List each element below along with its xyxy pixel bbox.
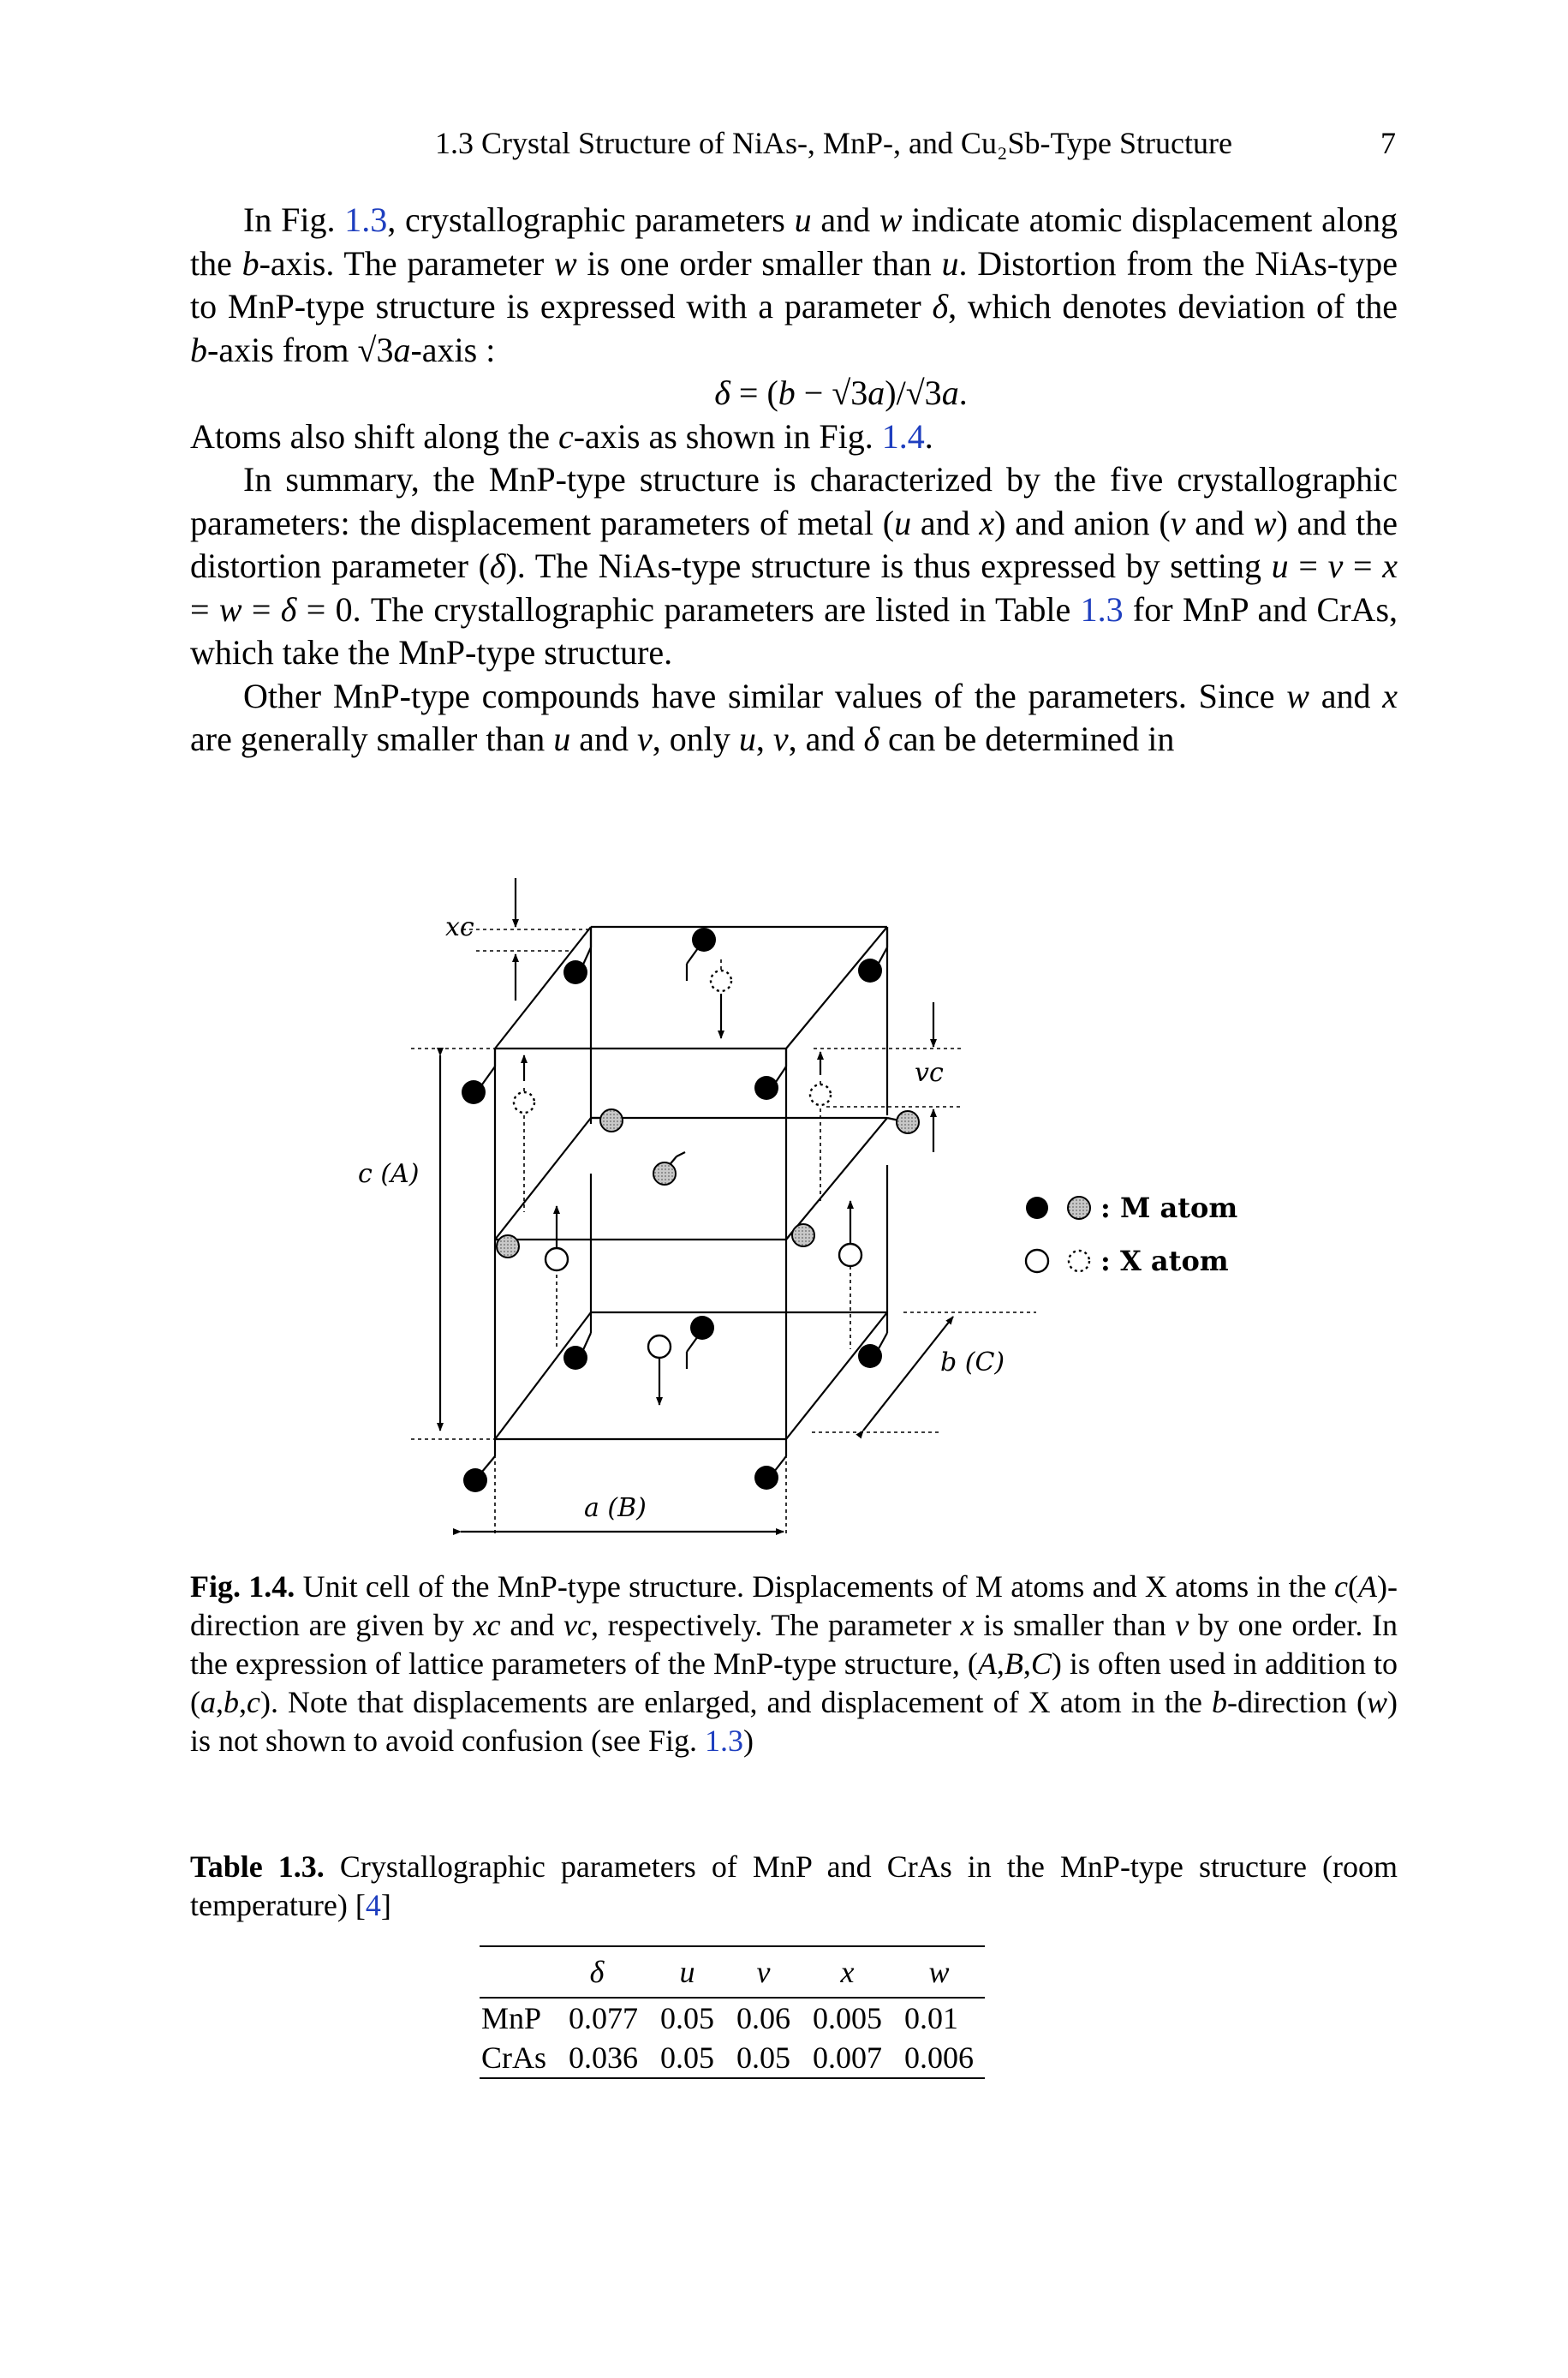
table-row [480, 1998, 985, 2038]
paragraph-4: Other MnP-type compounds have similar values of the parameters. Since w and x are generally smaller than u and v, only u, v, and δ can be determined in [190, 676, 1398, 758]
link-table-1-3[interactable]: 1.3 [1080, 589, 1124, 629]
label-aB: a (B) [584, 1493, 647, 1523]
table-cell: 0.05 [725, 2038, 802, 2078]
label-vc: vc [915, 1058, 944, 1088]
label-xc: xc [445, 912, 474, 942]
figure-unit-cell [334, 869, 1250, 1555]
paragraph-1: In Fig. 1.3, crystallographic parameters u and w indicate atomic displacement along the b-axis. The parameter w is one order smaller than u. Distortion from the NiAs-type to MnP-type structure is expressed with a parameter δ, which denotes deviation of the b-axis from √3a-axis : [190, 200, 1398, 369]
table-header-cell: δ [557, 1946, 649, 1998]
legend [1026, 1192, 1237, 1277]
table-cell: MnP [481, 2001, 542, 2035]
figure-labels [358, 912, 1005, 1523]
legend-x-atom-label: : X atom [1100, 1245, 1229, 1277]
equation-delta: δ = (b − √3a)/√3a. [714, 373, 968, 412]
table-cell: 0.01 [904, 2001, 959, 2035]
link-fig-1-4[interactable]: 1.4 [881, 416, 925, 456]
m-atoms-black [462, 928, 882, 1492]
table-header-cell: x [802, 1946, 893, 1998]
legend-m-atom-label: : M atom [1100, 1192, 1238, 1224]
legend-x-open-atom [1026, 1250, 1048, 1272]
label-bC: b (C) [940, 1347, 1005, 1377]
table-cell: 0.007 [802, 2038, 893, 2078]
label-cA: c (A) [358, 1159, 420, 1189]
table-header-row [480, 1946, 985, 1998]
table-header-cell [480, 1946, 557, 1998]
link-ref-4[interactable]: 4 [365, 1888, 381, 1922]
unit-cell-diagram [334, 869, 1250, 1555]
table-cell: 0.05 [649, 2038, 725, 2078]
table-cell: 0.05 [660, 2001, 715, 2035]
running-header [435, 125, 1396, 166]
link-fig-1-3-caption[interactable]: 1.3 [704, 1724, 743, 1758]
body-text-top [190, 199, 1398, 762]
figure-caption: Fig. 1.4. Unit cell of the MnP-type structure. Displacements of M atoms and X atoms in the c(A)-direction are given by xc and vc, respectively. The parameter x is smaller than v by one order. In the expression of lattice parameters of the MnP-type structure, (A,B,C) is often used in addition to (a,b,c). Note that displacements are enlarged, and displacement of X atom in the b-direction (w) is not shown to avoid confusion (see Fig. 1.3) [190, 1569, 1398, 1758]
x-atoms-dashed [514, 971, 831, 1113]
x-atoms-open [546, 1244, 862, 1358]
table-header-cell: v [725, 1946, 802, 1998]
table-cell: 0.036 [557, 2038, 649, 2078]
table-caption: Table 1.3. Crystallographic parameters of MnP and CrAs in the MnP-type structure (room temperature) [4] [190, 1849, 1398, 1922]
table-header-cell: u [649, 1946, 725, 1998]
legend-m-gray-atom [1068, 1197, 1090, 1219]
table-header-cell: w [893, 1946, 985, 1998]
page-number: 7 [1380, 126, 1396, 160]
table-caption-label: Table 1.3. [190, 1849, 325, 1884]
m-atoms-gray [497, 1109, 919, 1258]
table-cell: 0.06 [736, 2001, 791, 2035]
table-cell: 0.006 [893, 2038, 985, 2078]
table-cell: CrAs [480, 2038, 557, 2078]
parameters-table [480, 1945, 985, 2079]
paragraph-3: In summary, the MnP-type structure is characterized by the five crystallographic parameters: the displacement parameters of metal (u and x) and anion (v and w) and the distortion parameter (δ). The NiAs-type structure is thus expressed by setting u = v = x = w = δ = 0. The crystallographic parameters are listed in Table 1.3 for MnP and CrAs, which take the MnP-type structure. [190, 460, 1398, 672]
header-title: 1.3 Crystal Structure of NiAs-, MnP-, and Cu₂Sb-Type Structure [435, 126, 1232, 160]
table-cell: 0.077 [569, 2001, 639, 2035]
table-row [480, 2038, 985, 2078]
figure-caption-label: Fig. 1.4. [190, 1569, 295, 1604]
table-cell: 0.005 [813, 2001, 883, 2035]
legend-x-dashed-atom [1069, 1251, 1089, 1271]
legend-m-black-atom [1026, 1197, 1048, 1219]
paragraph-2: Atoms also shift along the c-axis as shown in Fig. 1.4. [190, 416, 933, 456]
link-fig-1-3[interactable]: 1.3 [344, 200, 388, 239]
